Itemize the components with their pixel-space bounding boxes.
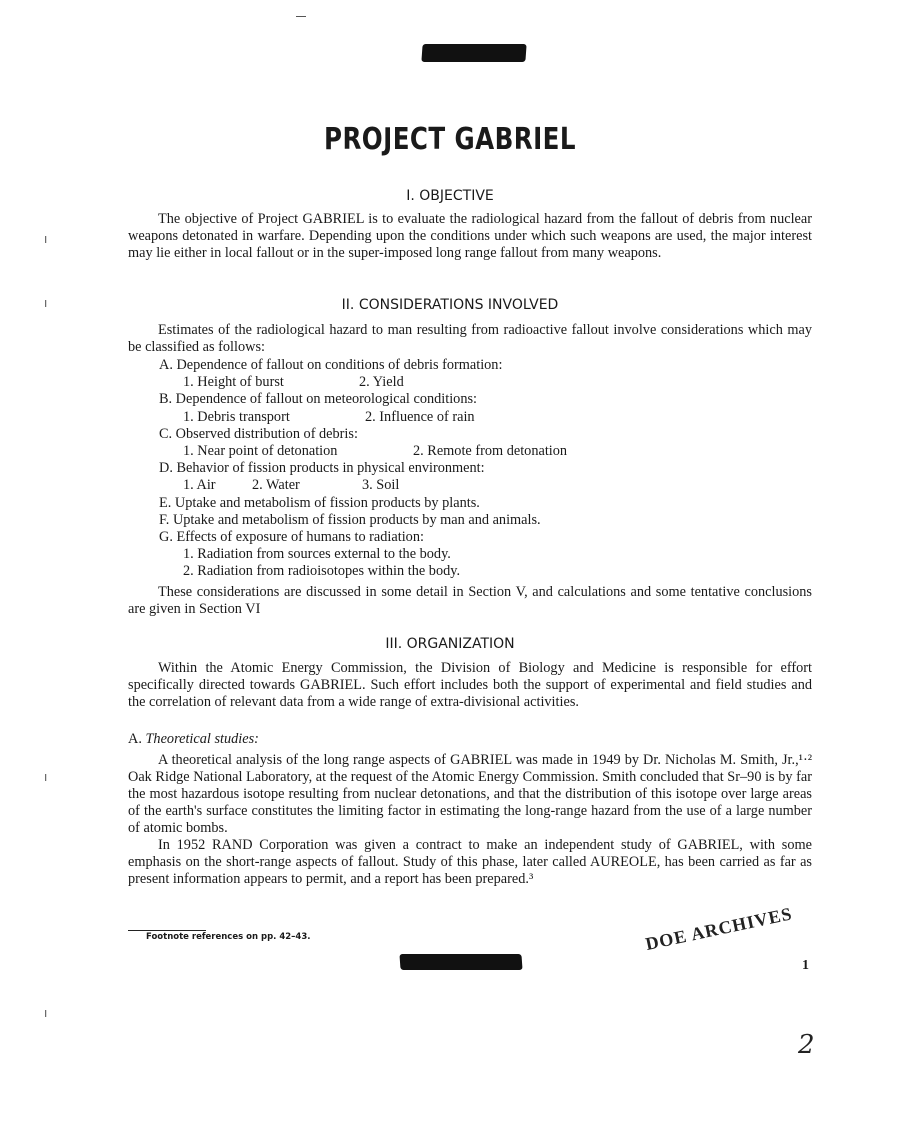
subsection-heading	[128, 731, 259, 748]
page-number: 1	[802, 958, 809, 973]
list-subitem: 1. Near point of detonation	[183, 443, 338, 460]
list-subitem: 2. Remote from detonation	[413, 443, 568, 460]
theoretical-studies-paragraphs	[128, 752, 812, 888]
list-subitems	[159, 409, 819, 426]
margin-mark: ı	[44, 770, 48, 784]
organization-paragraph	[128, 660, 812, 711]
section-heading-considerations: II. CONSIDERATIONS INVOLVED	[341, 297, 559, 313]
list-subitem: 2. Water	[252, 477, 300, 494]
list-subitems	[159, 477, 819, 494]
list-subitems	[159, 374, 819, 391]
considerations-intro-paragraph	[128, 322, 812, 356]
list-subitem: 2. Radiation from radioisotopes within the body.	[183, 563, 461, 580]
list-subitem: 1. Radiation from sources external to the body.	[183, 546, 451, 563]
list-subitem: 2. Yield	[359, 374, 404, 391]
paragraph-rand: In 1952 RAND Corporation was given a contract to make an independent study of GABRIEL, with some emphasis on the short-range aspects of fallout. Study of this phase, later called AUREOLE, has been carried as far as present information appears to permit, and a report has been prepared.³	[128, 837, 812, 887]
redacted-classification-top	[421, 44, 526, 62]
considerations-list	[159, 357, 819, 581]
list-item: D. Behavior of fission products in physical environment:	[159, 460, 485, 477]
margin-mark: ı	[44, 232, 48, 246]
footnote-divider	[128, 930, 206, 931]
list-item: E. Uptake and metabolism of fission products by plants.	[159, 494, 480, 511]
subsection-letter: A.	[128, 731, 142, 747]
archive-stamp: DOE ARCHIVES	[643, 903, 795, 955]
list-item: G. Effects of exposure of humans to radiation:	[159, 529, 424, 546]
list-subitem: 1. Debris transport	[183, 408, 290, 425]
list-item: F. Uptake and metabolism of fission products by man and animals.	[159, 511, 541, 528]
document-title: PROJECT GABRIEL	[324, 122, 576, 157]
organization-text: Within the Atomic Energy Commission, the Division of Biology and Medicine is responsible for effort specifically directed towards GABRIEL. Such effort includes both the support of experimental and field studies and the correlation of relevant data from a wide range of extra-divisional activities.	[128, 660, 812, 710]
considerations-closing: These considerations are discussed in some detail in Section V, and calculations and some tentative conclusions are given in Section VI	[128, 584, 812, 617]
list-subitems	[159, 443, 819, 460]
list-subitem: 1. Height of burst	[183, 374, 284, 391]
redacted-classification-bottom	[399, 954, 522, 970]
list-subitem: 2. Influence of rain	[365, 408, 475, 425]
list-item: B. Dependence of fallout on meteorological conditions:	[159, 391, 478, 408]
considerations-intro: Estimates of the radiological hazard to man resulting from radioactive fallout involve considerations which may be classified as follows:	[128, 322, 812, 355]
subsection-title: Theoretical studies:	[145, 731, 259, 747]
scan-mark	[296, 16, 306, 17]
paragraph-smith: A theoretical analysis of the long range aspects of GABRIEL was made in 1949 by Dr. Nicholas M. Smith, Jr.,¹·² Oak Ridge National Laboratory, at the request of the Atomic Energy Commission. Smith concluded that Sr–90 is by far the most hazardous isotope resulting from nuclear detonations, and that the distribution of this isotope over large areas of the earth's surface constitutes the limiting factor in estimating the long-range hazard from the use of a large number of atomic bombs.	[128, 752, 812, 836]
considerations-closing-paragraph	[128, 584, 812, 618]
footnote: Footnote references on pp. 42–43.	[146, 932, 311, 942]
list-subitem: 3. Soil	[362, 477, 400, 494]
section-heading-organization: III. ORGANIZATION	[385, 636, 515, 652]
margin-mark: ı	[44, 296, 48, 310]
list-item: A. Dependence of fallout on conditions of debris formation:	[159, 357, 503, 373]
list-item: C. Observed distribution of debris:	[159, 425, 358, 442]
handwritten-number: 2	[798, 1030, 815, 1060]
objective-paragraph	[128, 211, 812, 262]
section-heading-objective: I. OBJECTIVE	[406, 188, 494, 204]
objective-text: The objective of Project GABRIEL is to evaluate the radiological hazard from the fallout of debris from nuclear weapons detonated in warfare. Depending upon the conditions under which such weapons are used, the major interest may lie either in local fallout or in the super-imposed long range fallout from many weapons.	[128, 211, 812, 261]
list-subitem: 1. Air	[183, 477, 216, 494]
margin-mark: ı	[44, 1006, 48, 1020]
